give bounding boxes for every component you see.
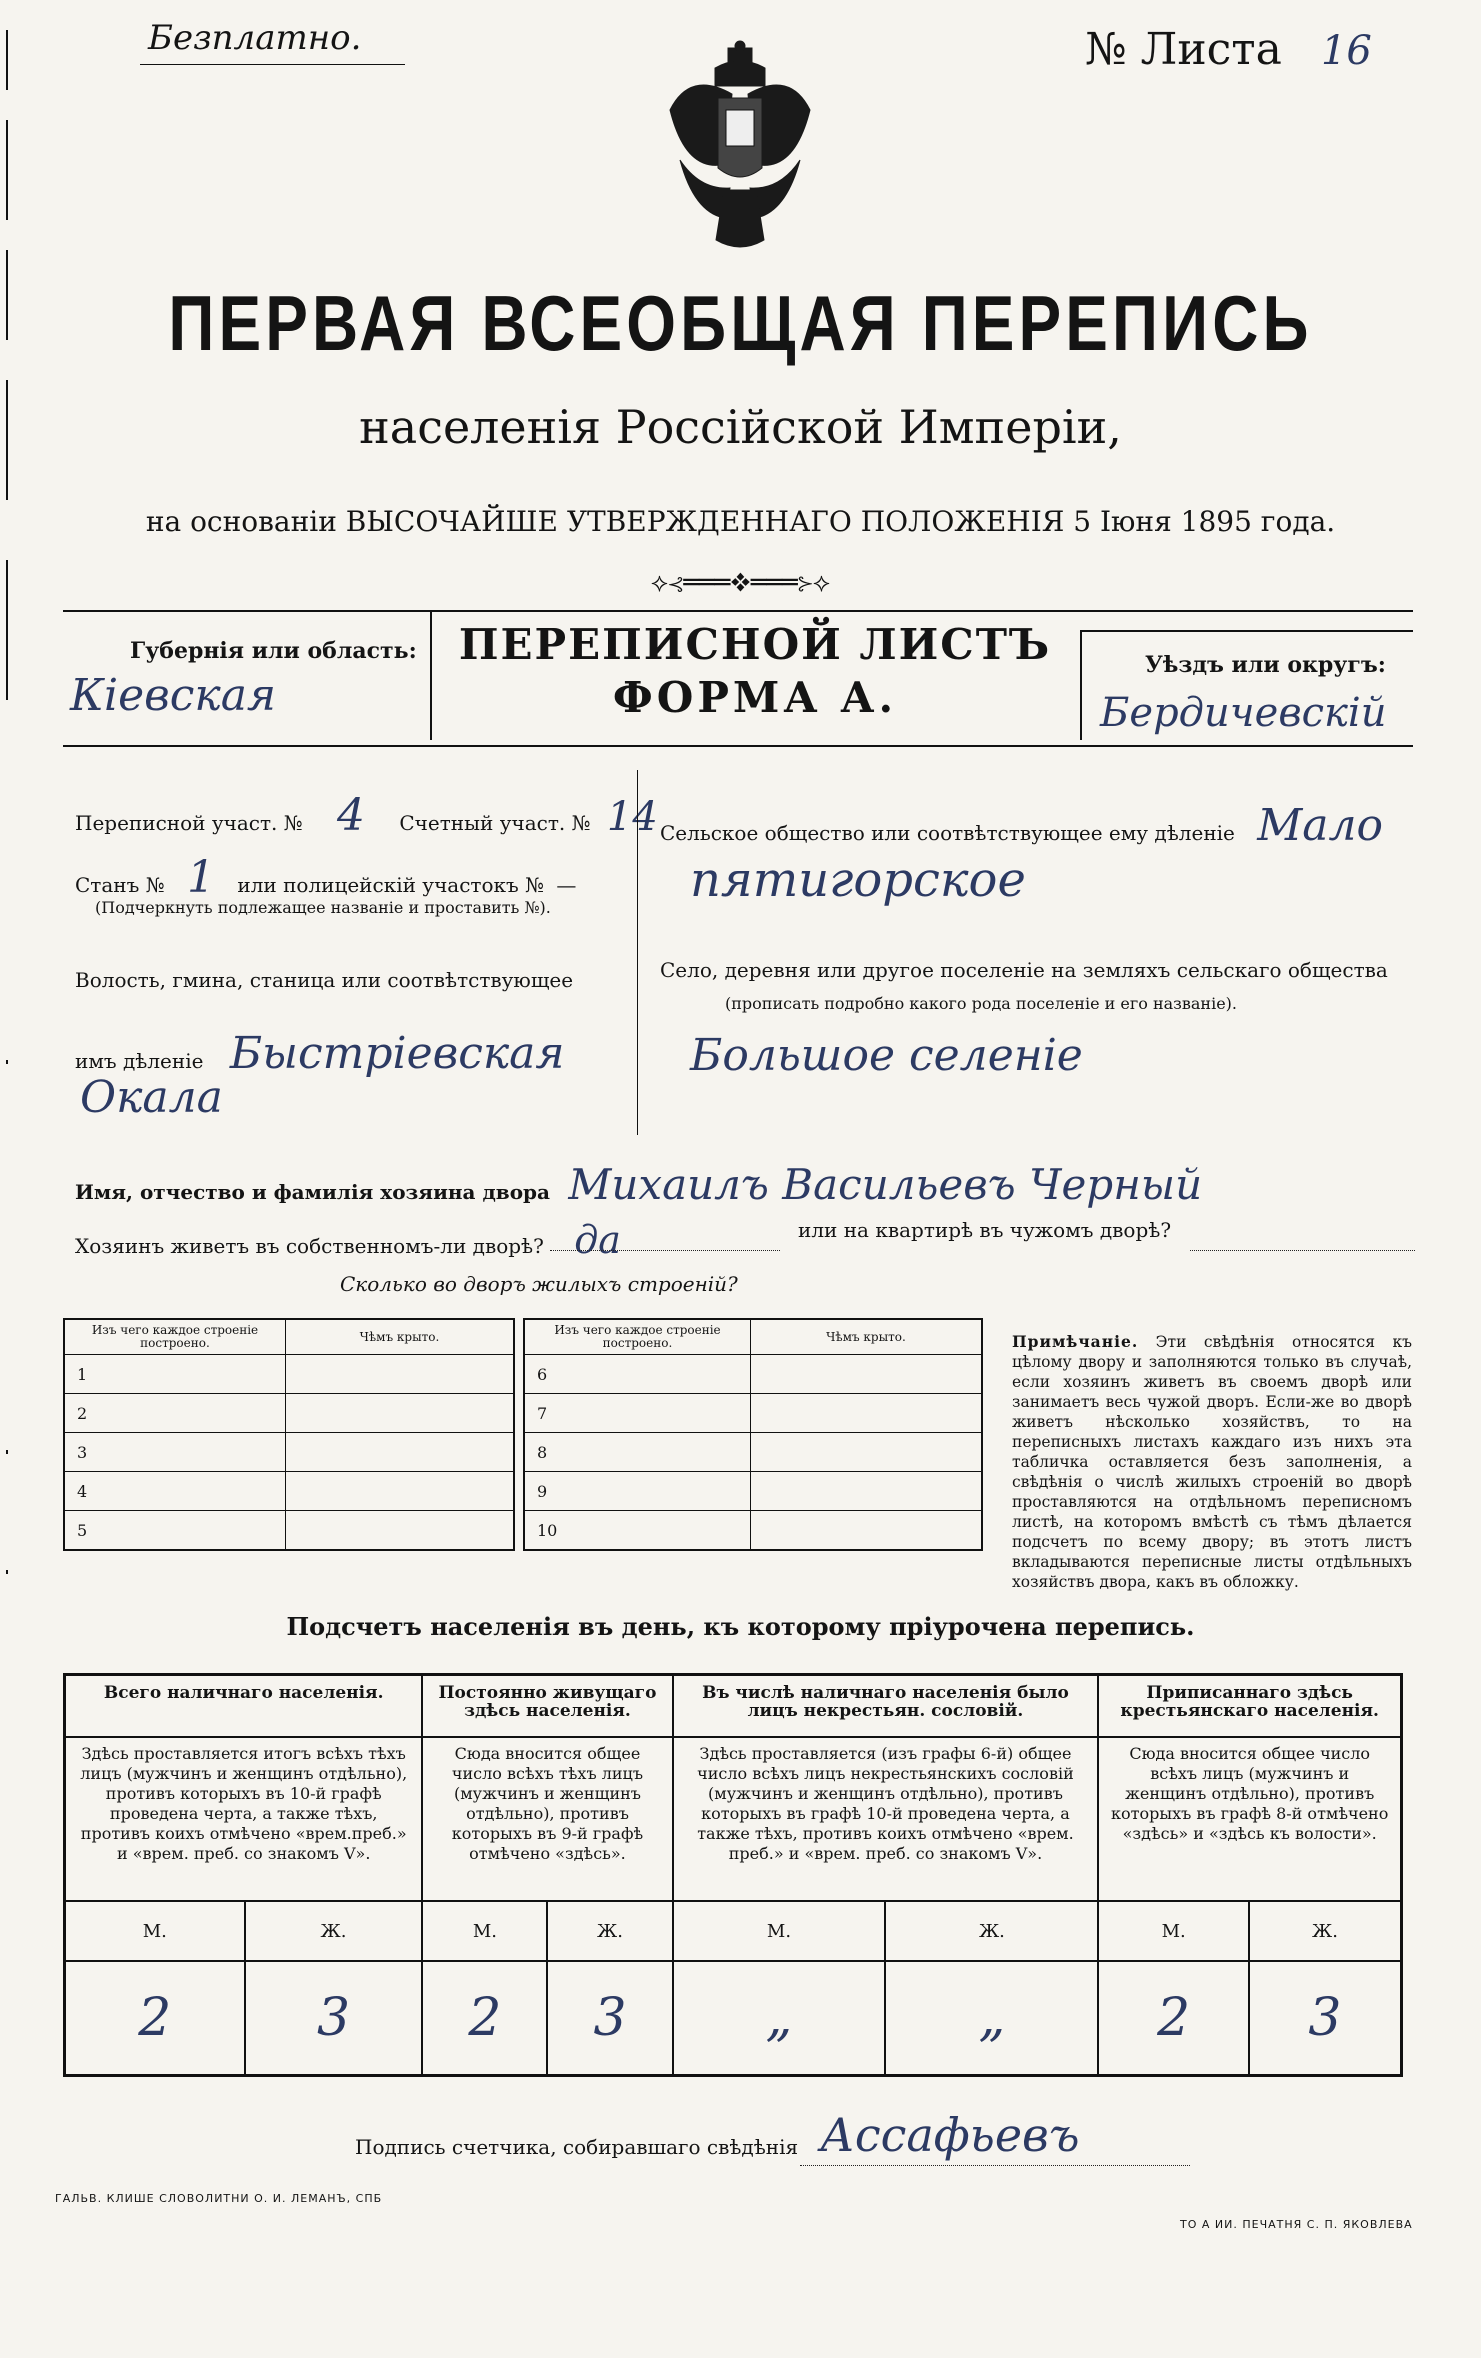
female-label: Ж.	[547, 1901, 672, 1961]
society-value-2: пятигорское	[690, 852, 1026, 908]
village-value: Большое селеніе	[690, 1030, 1083, 1081]
stan-value: 1	[187, 852, 215, 903]
form-subtitle: ФОРМА А.	[612, 673, 898, 722]
building-row-num: 1	[64, 1355, 286, 1394]
margin-tick	[6, 250, 8, 340]
margin-tick	[6, 1450, 8, 1454]
building-row-num: 4	[64, 1472, 286, 1511]
col-roof: Чѣмъ крыто.	[751, 1319, 983, 1355]
owner-name-label: Имя, отчество и фамилія хозяина двора	[75, 1180, 550, 1204]
building-row-num: 10	[524, 1511, 751, 1551]
note-text: Эти свѣдѣнія относятся къ цѣлому двору и заполняются только въ случаѣ, если хозяинъ живетъ въ своемъ дворѣ или занимаетъ весь чужой дворъ. Если-же во дворѣ живетъ нѣсколько хозяйствъ, то на переписныхъ листахъ каждаго изъ нихъ эта табличка оставляется безъ заполненія, а свѣдѣнія о числѣ жилыхъ строеній во дворѣ проставляются на отдѣльномъ переписномъ листѣ, на которомъ вмѣстѣ съ тѣмъ дѣлается подсчетъ по всему двору; въ этотъ листъ вкладываются переписные листы отдѣльныхъ хозяйствъ двора, какъ въ обложку.	[1012, 1333, 1412, 1591]
own-yard-line	[550, 1250, 780, 1251]
village-note: (прописать подробно какого рода поселеніе и его названіе).	[725, 994, 1237, 1013]
title-ornament: ⟡⊰═══❖═══⊱⟡	[650, 568, 831, 598]
col-material: Изъ чего каждое строеніе построено.	[524, 1319, 751, 1355]
male-label: М.	[65, 1901, 245, 1961]
gubernia-label: Губернія или область:	[130, 638, 417, 664]
signature-label: Подпись счетчика, собиравшаго свѣдѣнія	[355, 2135, 799, 2159]
female-count: 3	[547, 1961, 672, 2076]
census-area-label: Переписной участ. №	[75, 811, 303, 835]
female-count: 3	[245, 1961, 423, 2076]
female-label: Ж.	[1249, 1901, 1402, 1961]
footer-right: ТО А ИИ. ПЕЧАТНЯ С. П. ЯКОВЛЕВА	[1180, 2218, 1413, 2231]
building-row-num: 3	[64, 1433, 286, 1472]
note-title: Примѣчаніе.	[1012, 1332, 1139, 1351]
buildings-table-left	[63, 1318, 515, 1551]
count-area-label: Счетный участ. №	[399, 811, 591, 835]
basis-line: на основаніи ВЫСОЧАЙШЕ УТВЕРЖДЕННАГО ПОЛОЖЕНІЯ 5 Іюня 1895 года.	[145, 505, 1336, 538]
building-row-num: 5	[64, 1511, 286, 1551]
society-value: Мало	[1257, 800, 1384, 851]
building-row-num: 2	[64, 1394, 286, 1433]
female-count: 3	[1249, 1961, 1402, 2076]
stan-label: Станъ №	[75, 873, 165, 897]
police-label: или полицейскій участокъ №	[237, 873, 545, 897]
margin-tick	[6, 120, 8, 220]
pop-col-header: Постоянно живущаго здѣсь населенія.	[422, 1675, 672, 1738]
note-block	[1012, 1332, 1412, 1592]
volost-label-2: имъ дѣленіе	[75, 1049, 204, 1073]
margin-tick	[6, 1060, 8, 1064]
pop-col-desc: Здѣсь проставляется итогъ всѣхъ тѣхъ лицъ (мужчинъ и женщинъ отдѣльно), противъ которыхъ въ 10-й графѣ проведена черта, а также тѣхъ, противъ коихъ отмѣчено «врем.преб.» и «врем. преб. со знакомъ V».	[65, 1737, 423, 1901]
volost-label: Волость, гмина, станица или соотвѣтствующее	[75, 968, 574, 992]
imperial-eagle-emblem	[660, 40, 820, 260]
male-count: 2	[65, 1961, 245, 2076]
owner-name-value: Михаилъ Васильевъ Черный	[568, 1160, 1203, 1209]
own-yard-label: Хозяинъ живетъ въ собственномъ-ли дворѣ?	[75, 1234, 544, 1258]
pop-col-header: Всего наличнаго населенія.	[65, 1675, 423, 1738]
region-top-rule	[63, 610, 1413, 612]
male-label: М.	[673, 1901, 886, 1961]
census-area-value: 4	[337, 790, 366, 841]
subtitle: населенія Россійской Имперіи,	[359, 400, 1122, 454]
uezd-value: Бердичевскій	[1100, 690, 1387, 736]
region-divider-right	[1080, 630, 1082, 740]
footer-left: ГАЛЬВ. КЛИШЕ СЛОВОЛИТНИ О. И. ЛЕМАНЪ, СПБ	[55, 2192, 383, 2205]
male-count: 2	[1098, 1961, 1249, 2076]
uezd-label: Уѣздъ или округъ:	[1145, 652, 1386, 678]
female-label: Ж.	[885, 1901, 1098, 1961]
male-label: М.	[1098, 1901, 1249, 1961]
pop-col-desc: Здѣсь проставляется (изъ графы 6-й) общее число всѣхъ лицъ некрестьянскихъ сословій (мужчинъ и женщинъ отдѣльно), противъ которыхъ въ графѣ 10-й проведена черта, а также тѣхъ, противъ коихъ отмѣчено «врем. преб.» и «врем. преб. со знакомъ V».	[673, 1737, 1099, 1901]
pop-col-header: Приписаннаго здѣсь крестьянскаго населенія.	[1098, 1675, 1401, 1738]
male-count: 2	[422, 1961, 547, 2076]
village-label: Село, деревня или другое поселеніе на земляхъ сельскаго общества	[660, 958, 1388, 982]
signature-value: Ассафьевъ	[820, 2108, 1080, 2162]
stan-note: (Подчеркнуть подлежащее названіе и проставить №).	[95, 898, 551, 917]
buildings-table-right	[523, 1318, 983, 1551]
volost-value: Быстріевская	[229, 1028, 565, 1079]
male-label: М.	[422, 1901, 547, 1961]
buildings-label: Сколько во дворъ жилыхъ строеній?	[340, 1272, 738, 1296]
population-table	[63, 1673, 1403, 2077]
building-row-num: 9	[524, 1472, 751, 1511]
signature-line	[800, 2165, 1190, 2166]
pop-col-desc: Сюда вносится общее число всѣхъ тѣхъ лицъ (мужчинъ и женщинъ отдѣльно), противъ которыхъ въ 9-й графѣ отмѣчено «здѣсь».	[422, 1737, 672, 1901]
female-count: „	[885, 1961, 1098, 2076]
sheet-label: № Листа	[1085, 24, 1282, 75]
pop-col-header: Въ числѣ наличнаго населенія было лицъ некрестьян. сословій.	[673, 1675, 1099, 1738]
region-bottom-rule	[63, 745, 1413, 747]
form-title: ПЕРЕПИСНОЙ ЛИСТЪ	[458, 620, 1052, 669]
free-label: Безплатно.	[148, 18, 362, 58]
female-label: Ж.	[245, 1901, 423, 1961]
rent-line	[1190, 1250, 1415, 1251]
male-count: „	[673, 1961, 886, 2076]
own-yard-value: да	[574, 1218, 621, 1262]
count-area-value: 14	[606, 794, 658, 840]
building-row-num: 6	[524, 1355, 751, 1394]
volost-value-2: Окала	[80, 1072, 223, 1123]
col-material: Изъ чего каждое строеніе построено.	[64, 1319, 286, 1355]
region-right-rule	[1080, 630, 1413, 632]
gubernia-value: Кіевская	[70, 670, 277, 721]
sheet-value: 16	[1320, 28, 1372, 74]
rent-label: или на квартирѣ въ чужомъ дворѣ?	[798, 1218, 1172, 1242]
building-row-num: 7	[524, 1394, 751, 1433]
police-value: —	[556, 873, 577, 897]
main-title: ПЕРВАЯ ВСЕОБЩАЯ ПЕРЕПИСЬ	[168, 279, 1313, 367]
margin-tick	[6, 1570, 8, 1574]
margin-tick	[6, 30, 8, 90]
society-label: Сельское общество или соотвѣтствующее ему дѣленіе	[660, 821, 1235, 845]
population-heading: Подсчетъ населенія въ день, къ которому пріурочена перепись.	[286, 1612, 1195, 1641]
pop-col-desc: Сюда вносится общее число всѣхъ лицъ (мужчинъ и женщинъ отдѣльно), противъ которыхъ въ графѣ 8-й отмѣчено «здѣсь» и «здѣсь къ волости».	[1098, 1737, 1401, 1901]
building-row-num: 8	[524, 1433, 751, 1472]
col-roof: Чѣмъ крыто.	[286, 1319, 515, 1355]
info-divider	[637, 770, 638, 1135]
